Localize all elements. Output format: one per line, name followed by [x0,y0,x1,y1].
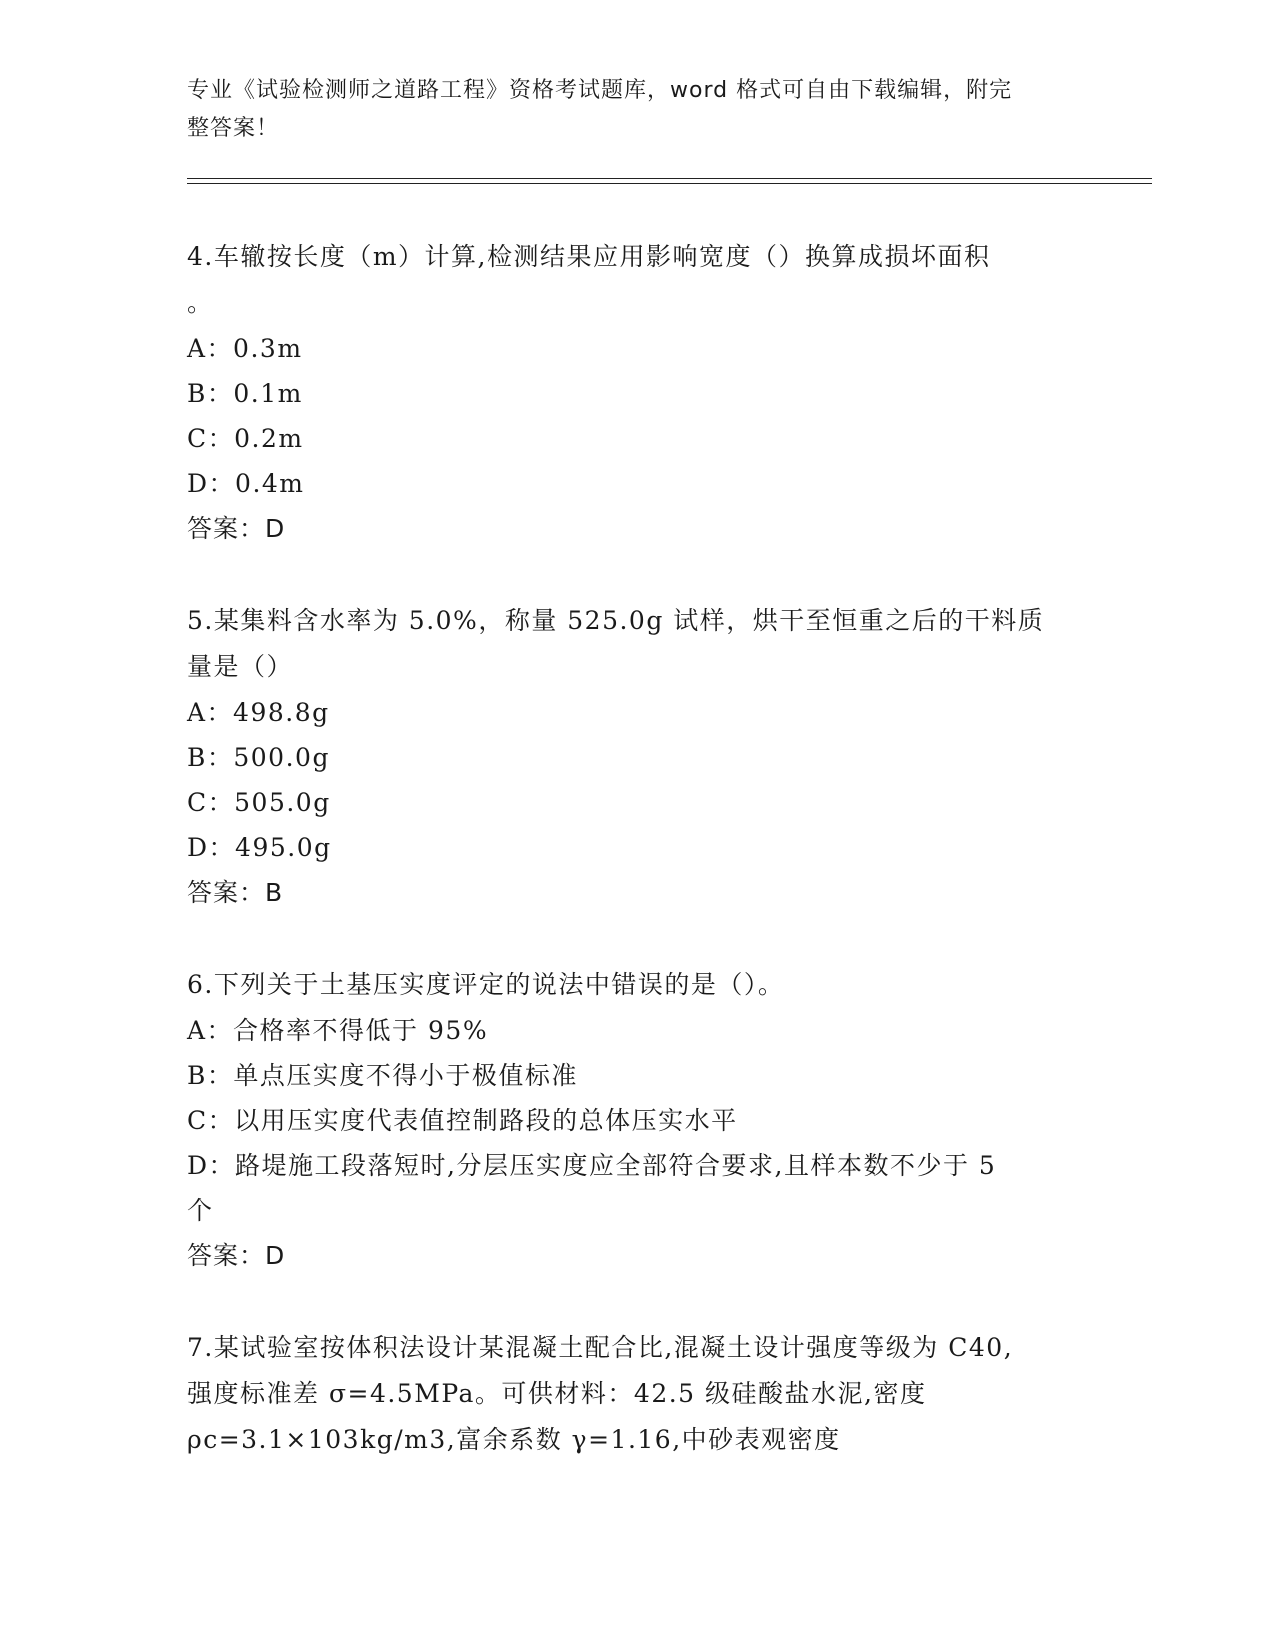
answer: 答案：D [187,1241,286,1270]
question-stem: 7.某试验室按体积法设计某混凝土配合比,混凝土设计强度等级为 C40, [187,1333,1014,1362]
header-divider-bottom [187,183,1152,184]
option-d: D：495.0g [187,833,332,862]
question-stem-continued: 。 [187,288,214,317]
option-b: B：0.1m [187,379,303,408]
question-stem: 5.某集料含水率为 5.0%，称量 525.0g 试样，烘干至恒重之后的干料质 [187,606,1045,635]
option-a: A：0.3m [187,334,303,363]
answer: 答案：B [187,878,284,907]
option-b: B：单点压实度不得小于极值标准 [187,1061,578,1090]
answer: 答案：D [187,514,286,543]
header-divider-top [187,178,1152,179]
question-stem-continued: 量是（） [187,652,294,681]
question-stem: 4.车辙按长度（m）计算,检测结果应用影响宽度（）换算成损坏面积 [187,242,991,271]
option-c: C：0.2m [187,424,304,453]
option-b: B：500.0g [187,743,330,772]
question-stem-continued: ρc=3.1×103kg/m3,富余系数 γ=1.16,中砂表观密度 [187,1425,841,1454]
option-a: A：498.8g [187,698,330,727]
question-stem: 6.下列关于土基压实度评定的说法中错误的是（）。 [187,970,785,999]
header-line-1: 专业《试验检测师之道路工程》资格考试题库，word 格式可自由下载编辑，附完 [187,78,1013,103]
header-line-2: 整答案！ [187,116,280,141]
option-d: D：0.4m [187,469,305,498]
question-stem-continued: 强度标准差 σ=4.5MPa。可供材料：42.5 级硅酸盐水泥,密度 [187,1379,927,1408]
option-d: D：路堤施工段落短时,分层压实度应全部符合要求,且样本数不少于 5 [187,1151,997,1180]
question-5 [187,598,1087,916]
question-6 [187,962,1087,1279]
option-d-continued: 个 [187,1196,214,1225]
question-4 [187,234,1087,552]
question-7 [187,1325,1087,1463]
option-c: C：以用压实度代表值控制路段的总体压实水平 [187,1106,738,1135]
option-a: A：合格率不得低于 95% [187,1016,489,1045]
document-header [187,72,1087,148]
option-c: C：505.0g [187,788,331,817]
